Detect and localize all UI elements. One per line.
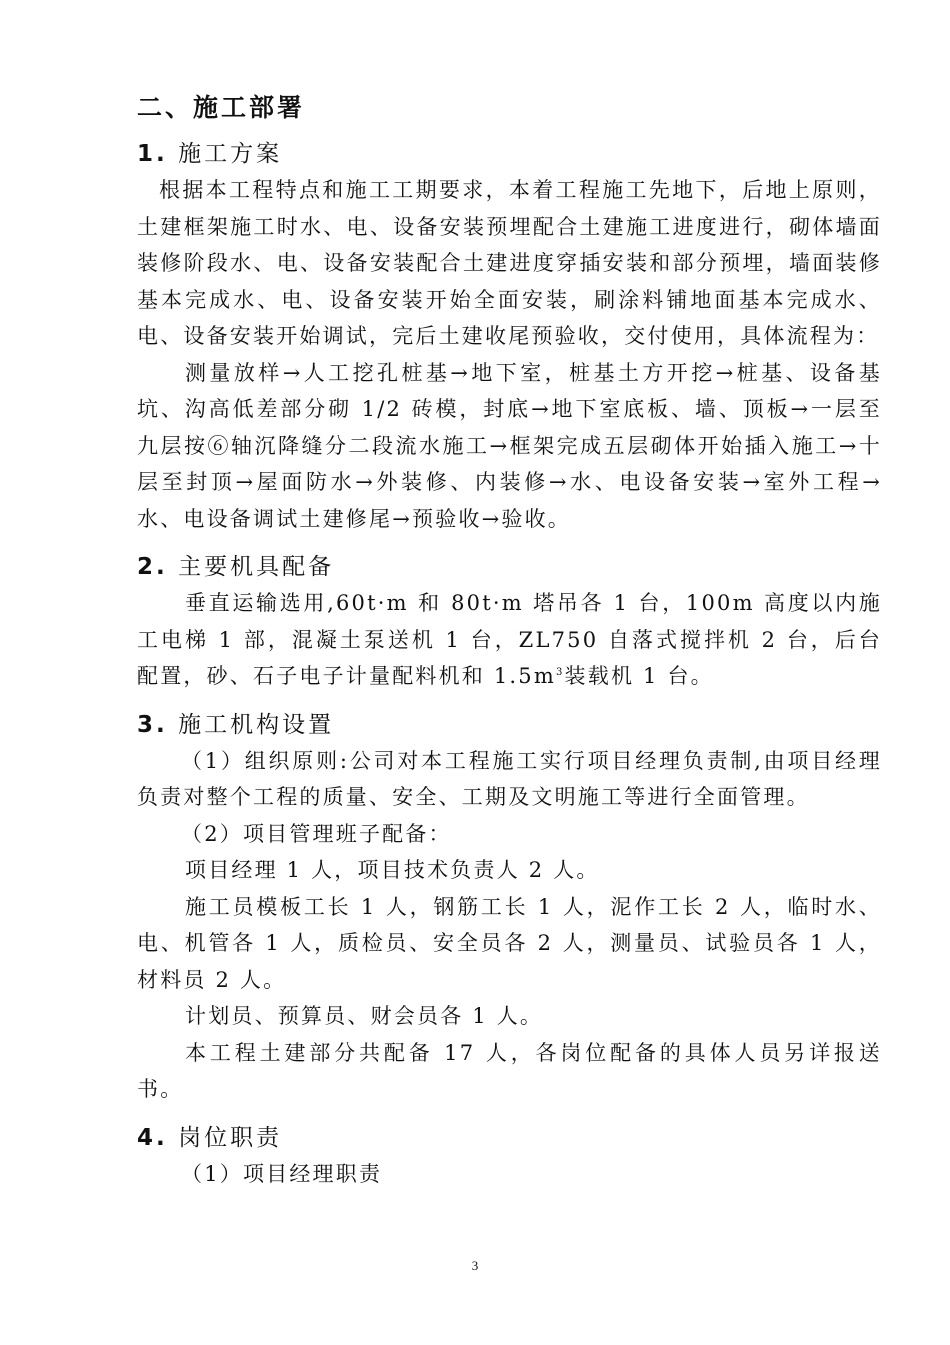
paragraph: 计划员、预算员、财会员各 1 人。 [185, 1004, 544, 1028]
paragraph [137, 585, 882, 695]
paragraph: （2）项目管理班子配备： [181, 821, 452, 846]
subsection-heading-4 [137, 1120, 882, 1156]
paragraph: 测量放样→人工挖孔桩基→地下室，桩基土方开挖→桩基、设备基坑、沟高低差部分砌 1/2 砖模，封底→地下室底板、墙、顶板→一层至九层按⑥轴沉降缝分二段流水施工→框架完成五层砌体开始插入施工→十层至封顶→屋面防水→外装修、内装修→水、电设备安装→室外工程→水、电设备调试土建修尾→预验收→验收。 [137, 360, 882, 531]
paragraph: （1）组织原则:公司对本工程施工实行项目经理负责制,由项目经理负责对整个工程的质量、安全、工期及文明施工等进行全面管理。 [137, 748, 882, 809]
paragraph: 项目经理 1 人，项目技术负责人 2 人。 [185, 858, 600, 882]
subsection-heading-2 [137, 549, 882, 585]
paragraph: （1）项目经理职责 [181, 1161, 383, 1186]
subsection-number: 1. [137, 141, 168, 167]
subsection-number: 4. [137, 1124, 168, 1151]
subsection-number: 3. [137, 711, 168, 738]
paragraph-text: 垂直运输选用,60t·m 和 80t·m 塔吊各 1 台，100m 高度以内施工电梯 1 部，混凝土泵送机 1 台，ZL750 自落式搅拌机 2 台，后台配置，砂、石子电子计量配料机和 1.5m [137, 591, 882, 688]
superscript: 3 [555, 667, 565, 678]
subsection-number: 2. [137, 554, 168, 580]
paragraph: 本工程土建部分共配备 17 人，各岗位配备的具体人员另详报送书。 [137, 1040, 882, 1101]
subsection-title: 施工方案 [178, 141, 283, 167]
subsection-heading-1 [137, 136, 882, 172]
page-number: 3 [471, 1258, 479, 1273]
paragraph-text: 装载机 1 台。 [564, 664, 714, 688]
paragraph: 根据本工程特点和施工工期要求，本着工程施工先地下，后地上原则，土建框架施工时水、电、设备安装预埋配合土建施工进度进行，砌体墙面装修阶段水、电、设备安装配合土建进度穿插安装和部分预埋，墙面装修基本完成水、电、设备安装开始全面安装，刷涂料铺地面基本完成水、电、设备安装开始调试，完后土建收尾预验收，交付使用，具体流程为： [137, 178, 882, 348]
document-page [137, 88, 882, 1192]
section-title: 二、施工部署 [137, 93, 306, 122]
subsection-title: 施工机构设置 [178, 711, 335, 738]
subsection-title: 主要机具配备 [178, 554, 335, 580]
subsection-title: 岗位职责 [178, 1124, 283, 1151]
subsection-heading-3 [137, 707, 882, 743]
paragraph: 施工员模板工长 1 人，钢筋工长 1 人，泥作工长 2 人，临时水、电、机管各 1 人，质检员、安全员各 2 人，测量员、试验员各 1 人，材料员 2 人。 [137, 894, 882, 992]
